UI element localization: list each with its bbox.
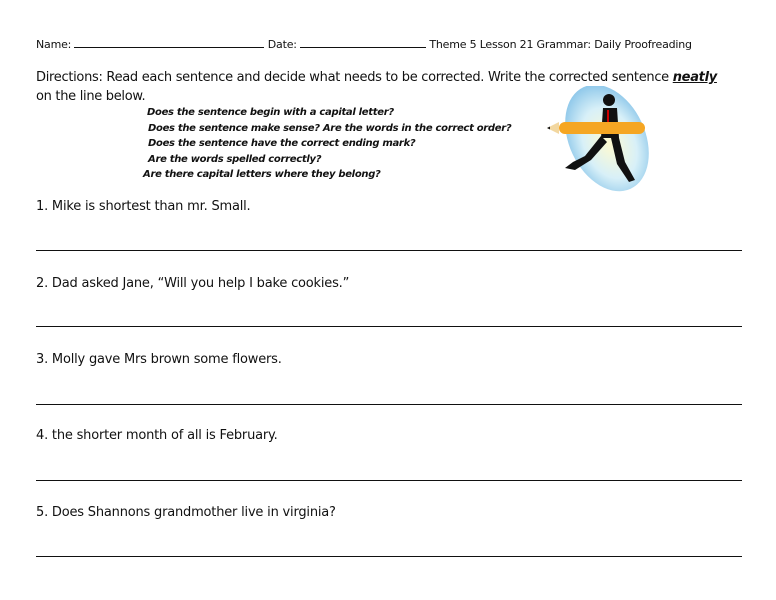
name-blank[interactable] — [74, 37, 264, 48]
name-label: Name: — [36, 38, 72, 51]
directions-text: Directions: Read each sentence and decide what needs to be corrected. Write the corrected sentence — [36, 70, 673, 85]
answer-line[interactable] — [36, 556, 742, 557]
checklist-item: Does the sentence have the correct ending mark? — [148, 138, 416, 149]
answer-line[interactable] — [36, 326, 742, 327]
sentence-item: 4. the shorter month of all is February. — [36, 428, 278, 443]
checklist-item: Does the sentence make sense? Are the words in the correct order? — [148, 123, 512, 134]
answer-line[interactable] — [36, 480, 742, 481]
sentence-item: 1. Mike is shortest than mr. Small. — [36, 199, 251, 214]
directions-emphasis: neatly — [672, 70, 717, 85]
checklist-item: Are the words spelled correctly? — [148, 154, 322, 165]
date-blank[interactable] — [300, 37, 426, 48]
directions-line-2: on the line below. — [36, 89, 146, 104]
answer-line[interactable] — [36, 250, 742, 251]
worksheet-title: Theme 5 Lesson 21 Grammar: Daily Proofreading — [429, 38, 692, 51]
checklist-item: Are there capital letters where they belong? — [143, 169, 381, 180]
worksheet-header — [36, 37, 692, 51]
sentence-item: 2. Dad asked Jane, “Will you help I bake cookies.” — [36, 276, 350, 291]
answer-line[interactable] — [36, 404, 742, 405]
date-label: Date: — [267, 38, 297, 51]
directions — [36, 70, 717, 85]
checklist-item: Does the sentence begin with a capital letter? — [147, 107, 394, 118]
running-pencil-man-clipart — [545, 86, 655, 196]
sentence-item: 3. Molly gave Mrs brown some flowers. — [36, 352, 282, 367]
sentence-item: 5. Does Shannons grandmother live in virginia? — [36, 505, 336, 520]
